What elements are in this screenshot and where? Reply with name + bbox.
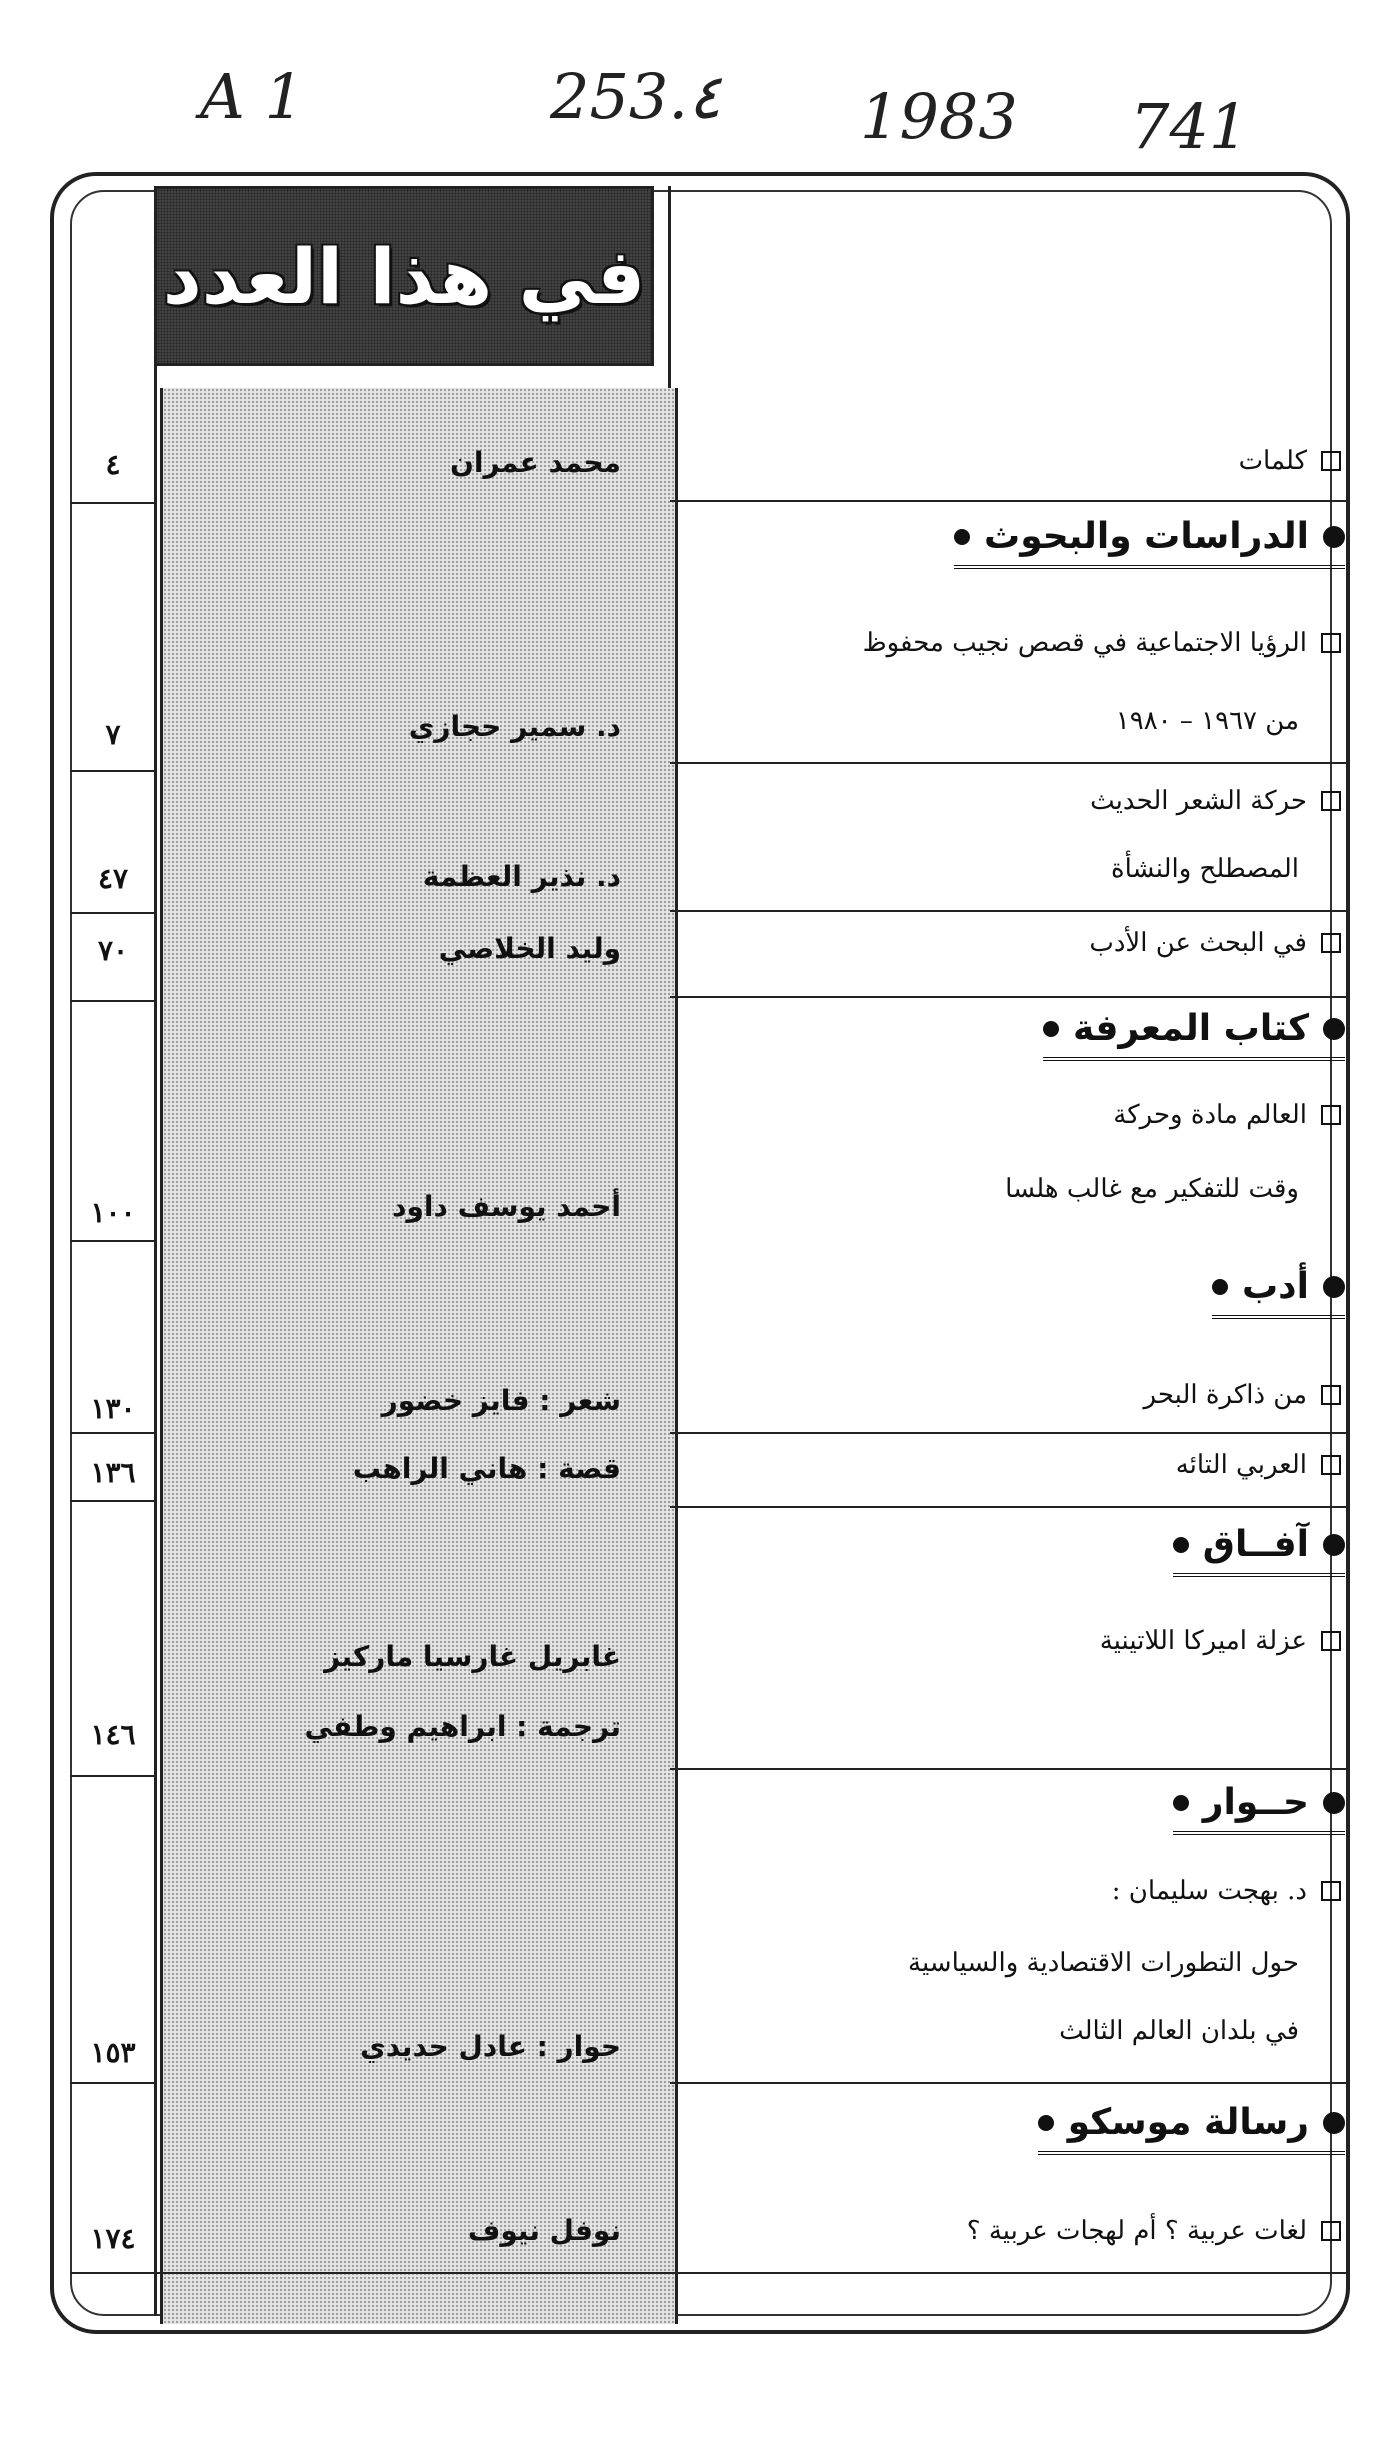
bullet-icon — [1212, 1279, 1228, 1295]
toc-entry — [1113, 1100, 1341, 1130]
section-title: حــوار — [1202, 1782, 1309, 1823]
entry-divider — [70, 2272, 1348, 2274]
entry-subtitle: حول التطورات الاقتصادية والسياسية — [908, 1948, 1299, 1978]
entry-divider — [670, 1768, 1348, 1770]
entry-title: حركة الشعر الحديث — [1090, 786, 1307, 816]
toc-entry — [1143, 1380, 1341, 1410]
section-title: أدب — [1242, 1266, 1309, 1307]
entry-divider — [670, 996, 1348, 998]
entry-author: شعر : فايز خضور — [381, 1384, 621, 1417]
entry-author: حوار : عادل حديدي — [360, 2030, 621, 2063]
checkbox-icon — [1321, 1455, 1341, 1475]
toc-entry-line2 — [1005, 1174, 1299, 1204]
toc-entry — [1090, 786, 1341, 816]
entry-subtitle: المصطلح والنشأة — [1111, 854, 1299, 884]
entry-title: لغات عربية ؟ أم لهجات عربية ؟ — [966, 2216, 1307, 2246]
handwritten-call-number: 253.٤ — [550, 60, 722, 133]
page-divider — [70, 770, 156, 772]
toc-entry — [1176, 1450, 1341, 1480]
section-heading — [1212, 1266, 1345, 1319]
toc-entry-line3 — [1059, 2016, 1299, 2046]
handwritten-shelf-mark: A 1 — [200, 60, 304, 133]
page-divider — [70, 2082, 156, 2084]
entry-title: العربي التائه — [1175, 1450, 1307, 1480]
section-title: رسالة موسكو — [1067, 2102, 1309, 2143]
page-number: ١٤٦ — [90, 1718, 136, 1751]
entry-divider — [670, 1506, 1348, 1508]
bullet-icon — [1323, 2112, 1345, 2134]
entry-author: محمد عمران — [449, 446, 621, 479]
page-number: ١٣٠ — [90, 1392, 136, 1425]
bullet-icon — [1323, 1792, 1345, 1814]
entry-divider — [670, 500, 1348, 502]
entry-title: من ذاكرة البحر — [1143, 1380, 1307, 1410]
checkbox-icon — [1321, 933, 1341, 953]
entry-author: وليد الخلاصي — [438, 932, 621, 965]
page-number: ٧ — [105, 718, 121, 751]
page-column-divider — [154, 186, 157, 2316]
entry-subtitle: في بلدان العالم الثالث — [1059, 2016, 1299, 2046]
bullet-icon — [1323, 1276, 1345, 1298]
entry-divider — [670, 910, 1348, 912]
bullet-icon — [1173, 1795, 1189, 1811]
toc-entry — [967, 2216, 1341, 2246]
toc-entry — [863, 628, 1341, 658]
bullet-icon — [1173, 1537, 1189, 1553]
contents-title: في هذا العدد — [162, 231, 646, 321]
page-divider — [70, 502, 156, 504]
page-divider — [70, 1240, 156, 1242]
bullet-icon — [954, 529, 970, 545]
toc-entry — [1112, 1876, 1341, 1906]
page-divider — [70, 1775, 156, 1777]
page-number: ١٠٠ — [90, 1196, 136, 1229]
handwritten-issue-ref: 741 — [1130, 90, 1249, 163]
bullet-icon — [1043, 1021, 1059, 1037]
checkbox-icon — [1321, 2221, 1341, 2241]
page-divider — [70, 1432, 156, 1434]
entry-author: غابريل غارسيا ماركيز — [324, 1640, 621, 1673]
entry-subtitle: من ١٩٦٧ – ١٩٨٠ — [1115, 706, 1299, 736]
checkbox-icon — [1321, 451, 1341, 471]
page-number: ١٥٣ — [90, 2036, 136, 2069]
toc-entry-line2 — [908, 1948, 1299, 1978]
toc-entry-line2 — [1111, 854, 1299, 884]
page-number: ٤٧ — [97, 862, 129, 895]
entry-translator: ترجمة : ابراهيم وطفي — [304, 1710, 621, 1743]
section-heading — [1173, 1782, 1345, 1835]
section-heading — [1173, 1524, 1345, 1577]
checkbox-icon — [1321, 1881, 1341, 1901]
page-divider — [70, 912, 156, 914]
checkbox-icon — [1321, 791, 1341, 811]
entry-divider — [670, 762, 1348, 764]
page-divider — [70, 1500, 156, 1502]
checkbox-icon — [1321, 633, 1341, 653]
entry-title: في البحث عن الأدب — [1089, 928, 1307, 958]
section-heading — [1043, 1008, 1345, 1061]
entry-author: نوفل نيوف — [467, 2214, 621, 2247]
page-number: ١٧٤ — [90, 2222, 136, 2255]
toc-entry — [1100, 1626, 1341, 1656]
bullet-icon — [1323, 1018, 1345, 1040]
entry-title: العالم مادة وحركة — [1113, 1100, 1307, 1130]
contents-header — [154, 186, 654, 366]
checkbox-icon — [1321, 1385, 1341, 1405]
section-heading — [1038, 2102, 1345, 2155]
page-number: ١٣٦ — [90, 1456, 136, 1489]
entry-title: عزلة اميركا اللاتينية — [1099, 1626, 1307, 1656]
entry-author: د. نذير العظمة — [422, 860, 621, 893]
section-heading — [954, 516, 1345, 569]
bullet-icon — [1038, 2115, 1054, 2131]
toc-entry — [1239, 446, 1341, 476]
page-number: ٧٠ — [97, 934, 129, 967]
entry-subtitle: وقت للتفكير مع غالب هلسا — [1005, 1174, 1299, 1204]
entry-title: د. بهجت سليمان : — [1111, 1876, 1307, 1906]
checkbox-icon — [1321, 1631, 1341, 1651]
toc-entry-line2 — [1116, 706, 1299, 736]
entry-author: قصة : هاني الراهب — [352, 1452, 621, 1485]
bullet-icon — [1323, 526, 1345, 548]
handwritten-year: 1983 — [860, 80, 1018, 153]
entry-title: الرؤيا الاجتماعية في قصص نجيب محفوظ — [862, 628, 1307, 658]
page-number: ٤ — [105, 448, 121, 481]
entry-divider — [670, 1432, 1348, 1434]
bullet-icon — [1323, 1534, 1345, 1556]
section-title: الدراسات والبحوث — [984, 516, 1309, 557]
entry-divider — [670, 2082, 1348, 2084]
entry-title: كلمات — [1238, 446, 1307, 476]
toc-entry — [1089, 928, 1341, 958]
checkbox-icon — [1321, 1105, 1341, 1125]
section-title: كتاب المعرفة — [1073, 1008, 1309, 1049]
entry-author: أحمد يوسف داود — [392, 1190, 621, 1223]
page-divider — [70, 1000, 156, 1002]
section-title: آفــاق — [1202, 1524, 1309, 1565]
entry-author: د. سمير حجازي — [408, 710, 621, 743]
